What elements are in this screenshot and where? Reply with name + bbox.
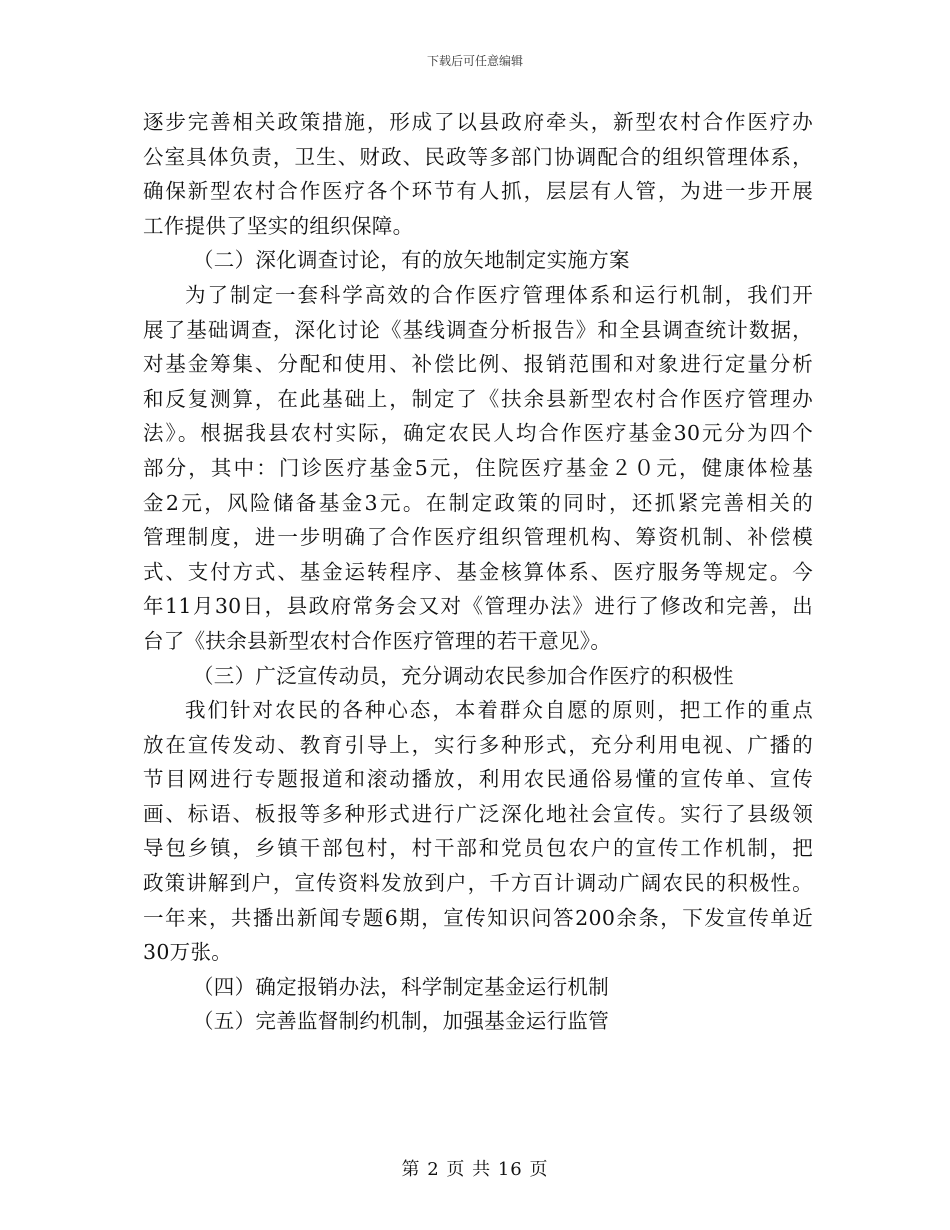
body-line: 对基金筹集、分配和使用、补偿比例、报销范围和对象进行定量分析 (143, 352, 813, 377)
body-line: 台了《扶余县新型农村合作医疗管理的若干意见》。 (143, 628, 612, 653)
body-line: 式、支付方式、基金运转程序、基金核算体系、医疗服务等规定。今 (143, 559, 813, 584)
body-line: 确保新型农村合作医疗各个环节有人抓，层层有人管，为进一步开展 (143, 179, 813, 204)
body-line: 节目网进行专题报道和滚动播放，利用农民通俗易懂的宣传单、宣传 (143, 767, 813, 792)
section-heading: （五）完善监督制约机制，加强基金运行监管 (193, 1009, 609, 1034)
page-number: 第 2 页 共 16 页 (401, 1159, 549, 1180)
body-line: 部分，其中：门诊医疗基金5元，住院医疗基金２０元，健康体检基 (143, 455, 813, 480)
document-body (143, 105, 813, 1039)
body-line: 法》。根据我县农村实际，确定农民人均合作医疗基金30元分为四个 (143, 421, 813, 446)
body-line: 管理制度，进一步明确了合作医疗组织管理机构、筹资机制、补偿模 (143, 525, 813, 550)
body-line: 放在宣传发动、教育引导上，实行多种形式，充分利用电视、广播的 (143, 732, 813, 757)
body-line: 一年来，共播出新闻专题6期，宣传知识问答200余条，下发宣传单近 (143, 905, 813, 930)
body-line: 年11月30日，县政府常务会又对《管理办法》进行了修改和完善，出 (143, 594, 813, 619)
body-line: 政策讲解到户，宣传资料发放到户，千方百计调动广阔农民的积极性。 (143, 871, 813, 896)
section-heading: （二）深化调查讨论，有的放矢地制定实施方案 (193, 248, 630, 273)
body-line: 30万张。 (143, 940, 233, 965)
body-line: 公室具体负责，卫生、财政、民政等多部门协调配合的组织管理体系， (143, 144, 813, 169)
download-note: 下载后可任意编辑 (426, 54, 523, 68)
body-line: 展了基础调查，深化讨论《基线调查分析报告》和全县调查统计数据， (143, 317, 813, 342)
body-line: 我们针对农民的各种心态，本着群众自愿的原则，把工作的重点 (185, 698, 813, 723)
body-line: 工作提供了坚实的组织保障。 (143, 213, 414, 238)
body-line: 画、标语、板报等多种形式进行广泛深化地社会宣传。实行了县级领 (143, 801, 813, 826)
body-line: 导包乡镇，乡镇干部包村，村干部和党员包农户的宣传工作机制，把 (143, 836, 813, 861)
section-heading: （四）确定报销办法，科学制定基金运行机制 (193, 974, 609, 999)
body-line: 金2元，风险储备基金3元。在制定政策的同时，还抓紧完善相关的 (143, 490, 813, 515)
body-line: 逐步完善相关政策措施，形成了以县政府牵头，新型农村合作医疗办 (143, 110, 813, 134)
body-line: 和反复测算，在此基础上，制定了《扶余县新型农村合作医疗管理办 (143, 386, 813, 411)
section-heading: （三）广泛宣传动员，充分调动农民参加合作医疗的积极性 (193, 663, 734, 688)
body-line: 为了制定一套科学高效的合作医疗管理体系和运行机制，我们开 (185, 282, 813, 307)
